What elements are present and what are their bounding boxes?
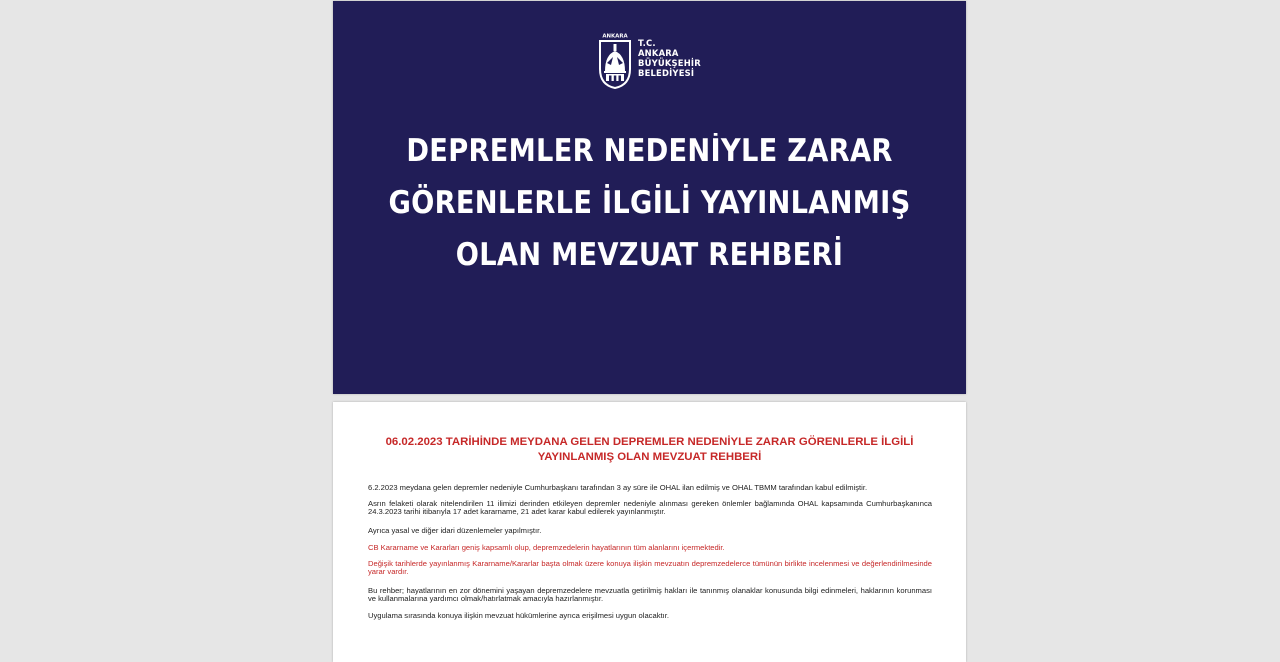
content-title: 06.02.2023 TARİHİNDE MEYDANA GELEN DEPREMLER NEDENİYLE ZARAR GÖRENLERLE İLGİLİ YAYINLANMIŞ OLAN MEVZUAT REHBERİ (385, 436, 914, 463)
highlighted-paragraph: CB Kararname ve Kararları geniş kapsamlı olup, depremzedelerin hayatlarının tüm alanlarını içermektedir. (368, 543, 725, 552)
logo-line: T.C. (638, 38, 656, 48)
logo-line: ANKARA (638, 48, 679, 58)
highlighted-paragraph: Değişik tarihlerde yayınlanmış Kararname/Kararlar başta olmak üzere konuya ilişkin mevzuatın depremzedelerce tümünün birlikte incelenmesi ve değerlendirilmesinde yarar vardır. (368, 559, 932, 577)
cover-title: DEPREMLER NEDENİYLE ZARAR GÖRENLERLE İLGİLİ YAYINLANMIŞ OLAN MEVZUAT REHBERİ (388, 133, 911, 273)
cover-page (333, 1, 966, 394)
logo-text (638, 38, 701, 78)
seal-arc-text: ANKARA (602, 33, 628, 40)
paragraph: Ayrıca yasal ve diğer idari düzenlemeler yapılmıştır. (368, 526, 542, 535)
paragraph: Bu rehber; hayatlarının en zor dönemini yaşayan depremzedelere mevzuatla getirilmiş hakları ile tanınmış olanaklar konusunda bilgi edinmeleri, haklarının korunması ve kullanmalarına yardımcı olmak/hatırlatmak amacıyla hazırlanmıştır. (368, 586, 932, 604)
logo-line: BÜYÜKŞEHİR (638, 58, 701, 68)
paragraph: 6.2.2023 meydana gelen depremler nedeniyle Cumhurbaşkanı tarafından 3 ay süre ile OHAL ilan edilmiş ve OHAL TBMM tarafından kabul edilmiştir. (368, 483, 868, 492)
logo-line: BELEDİYESİ (638, 68, 695, 78)
ankara-municipality-logo (597, 31, 701, 89)
content-page (333, 402, 966, 662)
paragraph: Uygulama sırasında konuya ilişkin mevzuat hükümlerine ayrıca erişilmesi uygun olacaktır. (368, 611, 669, 620)
paragraph: Asrın felaketi olarak nitelendirilen 11 ilimizi derinden etkileyen depremler nedeniyle alınması gereken önlemler bağlamında OHAL kapsamında Cumhurbaşkanınca 24.3.2023 tarihi itibarıyla 17 adet kararname, 21 adet karar kabul edilerek yayınlanmıştır. (368, 499, 932, 517)
ankara-seal-icon (597, 31, 633, 89)
